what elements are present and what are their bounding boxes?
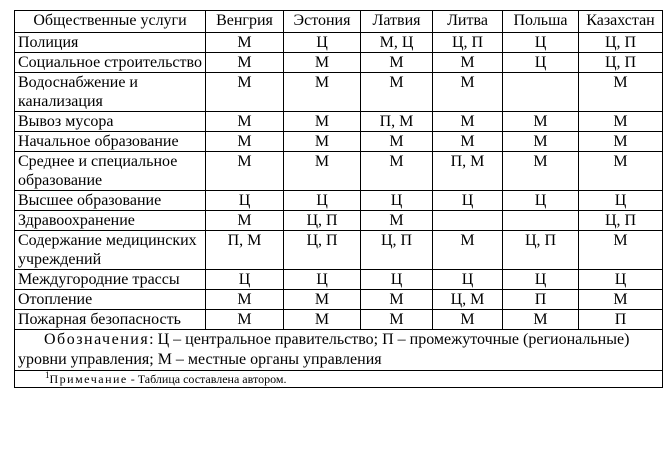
value-cell [503,211,579,231]
value-cell: Ц [579,270,663,290]
table-footer [15,330,663,388]
value-cell: Ц [284,191,361,211]
value-cell: Ц [503,191,579,211]
table-row [15,270,663,290]
legend-label: Обозначения [44,331,150,348]
value-cell: М [579,152,663,191]
column-header-country: Литва [433,11,503,33]
table-header [15,11,663,33]
value-cell [433,211,503,231]
value-cell: Ц [361,191,433,211]
value-cell: М [206,211,284,231]
value-cell: Ц, П [503,231,579,270]
note-cell [15,371,663,388]
value-cell: М [579,73,663,112]
service-name-cell: Полиция [15,33,206,53]
service-name-cell: Междугородние трассы [15,270,206,290]
value-cell: Ц [284,33,361,53]
legend-text: : Ц – центральное правительство; П – промежуточные (региональные) уровни управления; М – местные органы управления [18,331,630,368]
value-cell: М [579,231,663,270]
value-cell: М [284,112,361,132]
value-cell: М [361,73,433,112]
document-table-wrapper [14,10,663,388]
value-cell: Ц, П [579,211,663,231]
value-cell: М [503,310,579,330]
value-cell: П, М [361,112,433,132]
column-header-country: Эстония [284,11,361,33]
value-cell [503,73,579,112]
value-cell: Ц, П [433,33,503,53]
column-header-country: Венгрия [206,11,284,33]
value-cell: М [206,112,284,132]
value-cell: М [503,152,579,191]
column-header-country: Польша [503,11,579,33]
value-cell: М [361,152,433,191]
table-row [15,231,663,270]
value-cell: Ц [284,270,361,290]
service-name-cell: Социальное строительство [15,53,206,73]
value-cell: М [579,132,663,152]
table-row [15,211,663,231]
value-cell: М [579,290,663,310]
service-name-cell: Пожарная безопасность [15,310,206,330]
table-row [15,310,663,330]
value-cell: М [284,310,361,330]
value-cell: М [284,132,361,152]
legend-row [15,330,663,371]
legend [18,330,659,370]
value-cell: М [206,152,284,191]
service-name-cell: Водоснабжение и канализация [15,73,206,112]
value-cell: Ц, П [579,53,663,73]
value-cell: П [503,290,579,310]
value-cell: М [206,33,284,53]
value-cell: М [284,73,361,112]
value-cell: М [361,53,433,73]
value-cell: Ц [579,191,663,211]
value-cell: Ц [503,53,579,73]
note-text: - Таблица составлена автором. [127,372,287,386]
table-row [15,290,663,310]
value-cell: М [284,152,361,191]
value-cell: Ц, П [284,211,361,231]
note-row [15,371,663,388]
value-cell: Ц [433,270,503,290]
value-cell: Ц [206,270,284,290]
value-cell: М [503,112,579,132]
service-name-cell: Высшее образование [15,191,206,211]
value-cell: М [361,211,433,231]
value-cell: Ц [503,270,579,290]
table-row [15,152,663,191]
service-name-cell: Содержание медицинских учреждений [15,231,206,270]
value-cell: Ц [503,33,579,53]
column-header-service: Общественные услуги [15,11,206,33]
value-cell: М [433,112,503,132]
value-cell: М [206,290,284,310]
table-row [15,53,663,73]
value-cell: П [579,310,663,330]
legend-cell [15,330,663,371]
public-services-table [14,10,663,388]
column-header-country: Казахстан [579,11,663,33]
value-cell: М [433,310,503,330]
table-row [15,33,663,53]
value-cell: М [361,132,433,152]
value-cell: М [433,132,503,152]
value-cell: Ц [361,270,433,290]
value-cell: Ц, М [433,290,503,310]
value-cell: М [433,231,503,270]
value-cell: М [284,290,361,310]
value-cell: М [206,73,284,112]
value-cell: Ц [206,191,284,211]
table-row [15,112,663,132]
value-cell: М [206,53,284,73]
value-cell: Ц [433,191,503,211]
service-name-cell: Здравоохранение [15,211,206,231]
value-cell: М [433,73,503,112]
value-cell: М, Ц [361,33,433,53]
service-name-cell: Вывоз мусора [15,112,206,132]
value-cell: М [284,53,361,73]
service-name-cell: Начальное образование [15,132,206,152]
value-cell: Ц, П [284,231,361,270]
column-header-country: Латвия [361,11,433,33]
value-cell: П, М [206,231,284,270]
value-cell: П, М [433,152,503,191]
table-row [15,73,663,112]
value-cell: М [361,290,433,310]
value-cell: М [579,112,663,132]
header-row [15,11,663,33]
table-row [15,132,663,152]
note-marker: 1 [45,370,50,380]
value-cell: М [206,132,284,152]
value-cell: М [361,310,433,330]
value-cell: М [433,53,503,73]
note-label: Примечание [49,372,128,386]
table-row [15,191,663,211]
value-cell: М [206,310,284,330]
service-name-cell: Среднее и специальное образование [15,152,206,191]
value-cell: М [503,132,579,152]
value-cell: Ц, П [361,231,433,270]
table-body [15,33,663,330]
service-name-cell: Отопление [15,290,206,310]
value-cell: Ц, П [579,33,663,53]
